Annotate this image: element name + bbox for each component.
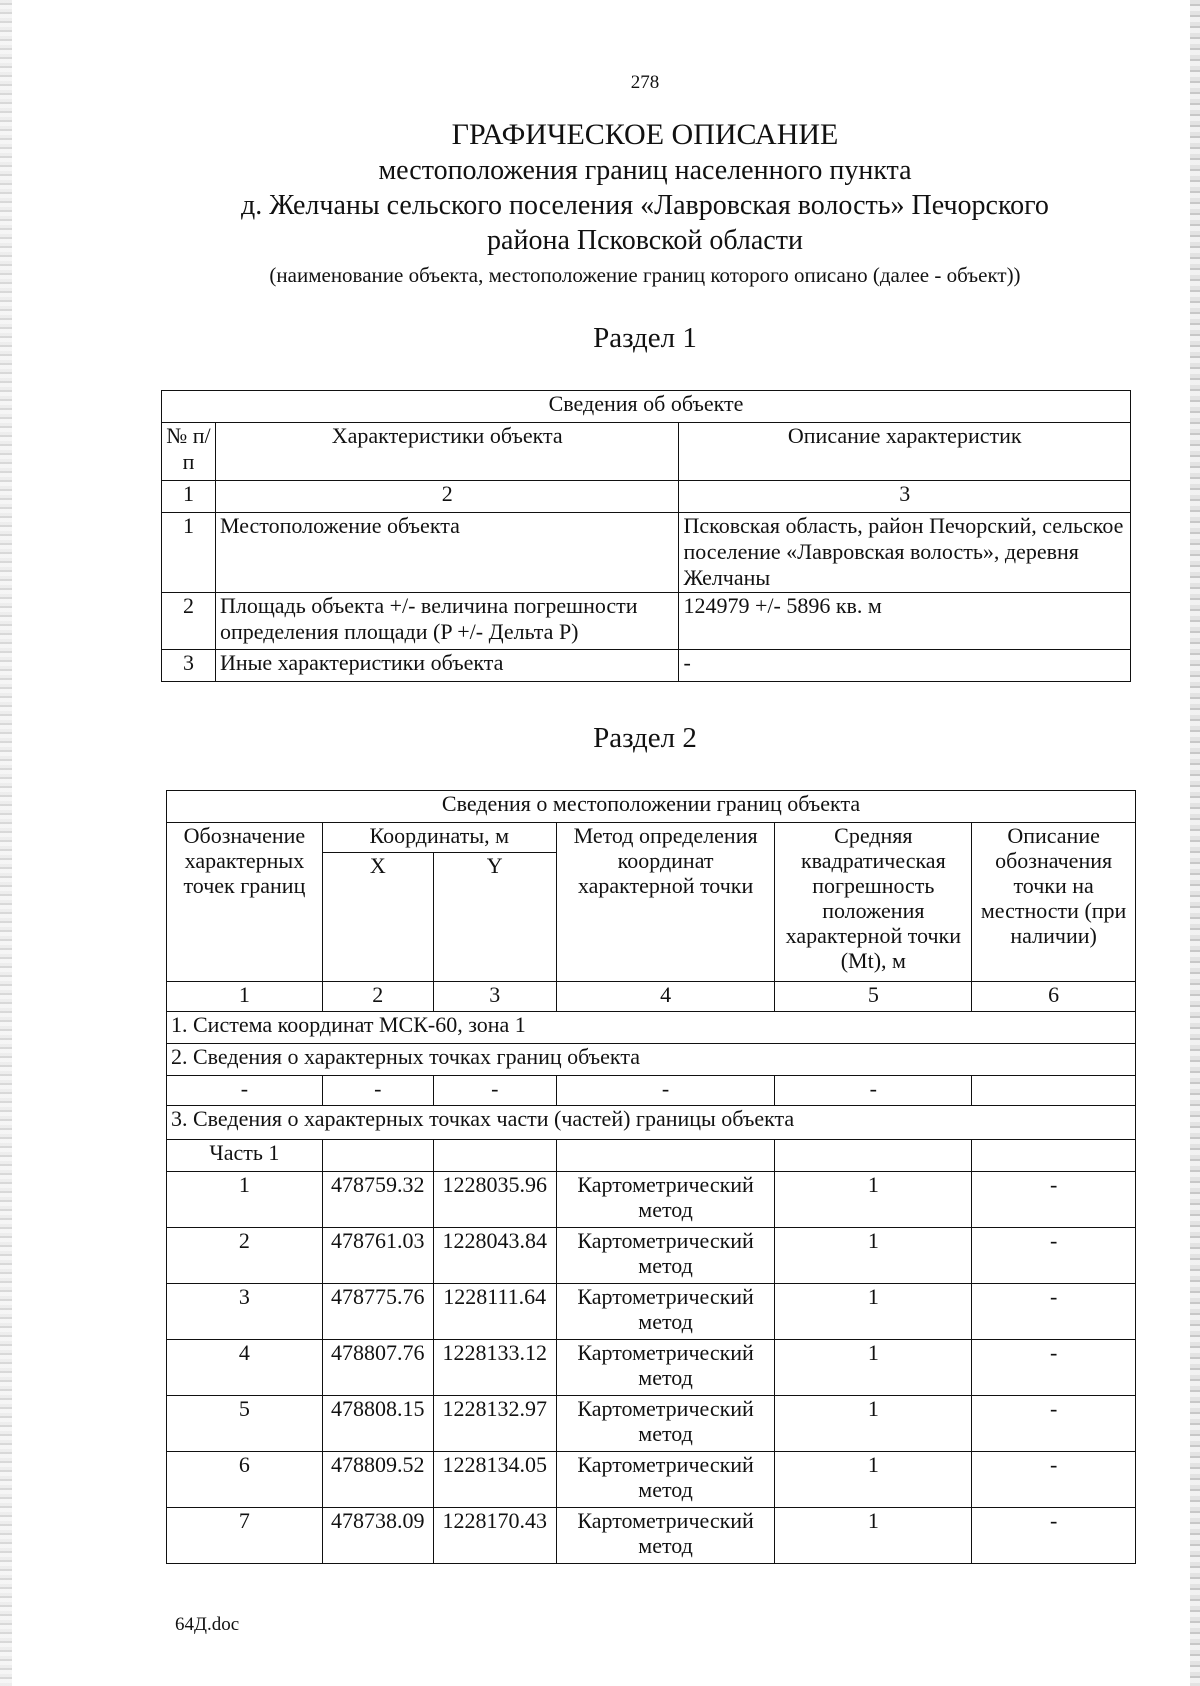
cell-y: 1228043.84	[433, 1228, 556, 1284]
cell-error: 1	[775, 1172, 972, 1228]
scan-edge-left	[0, 0, 12, 1686]
cell-point: 3	[167, 1284, 323, 1340]
cell-x: 478807.76	[322, 1340, 433, 1396]
dash-cell: -	[775, 1076, 972, 1106]
part-label: Часть 1	[167, 1140, 323, 1172]
cell-method: Картометрический метод	[556, 1396, 775, 1452]
col-number: 3	[679, 481, 1131, 513]
cell-description: -	[972, 1452, 1136, 1508]
row-characteristic: Местоположение объекта	[215, 513, 679, 593]
dash-row	[167, 1076, 1136, 1106]
cell-y: 1228133.12	[433, 1340, 556, 1396]
cell-point: 1	[167, 1172, 323, 1228]
cell-error: 1	[775, 1452, 972, 1508]
section-1-heading: Раздел 1	[593, 322, 697, 354]
cell-error: 1	[775, 1228, 972, 1284]
cell-description: -	[972, 1340, 1136, 1396]
col-number: 2	[322, 982, 433, 1012]
scan-edge-right	[1190, 0, 1200, 1686]
col-number: 4	[556, 982, 775, 1012]
col-header-num: № п/п	[162, 423, 216, 481]
cell-description: -	[972, 1396, 1136, 1452]
row-description: -	[679, 650, 1131, 682]
col-header-description: Описание характеристик	[679, 423, 1131, 481]
title-main: ГРАФИЧЕСКОЕ ОПИСАНИЕ	[451, 118, 839, 151]
dash-cell: -	[167, 1076, 323, 1106]
cell-error: 1	[775, 1284, 972, 1340]
col-header-characteristic: Характеристики объекта	[215, 423, 679, 481]
cell-method: Картометрический метод	[556, 1340, 775, 1396]
points-header: 2. Сведения о характерных точках границ объекта	[167, 1044, 1136, 1076]
cell-x: 478809.52	[322, 1452, 433, 1508]
cell-method: Картометрический метод	[556, 1508, 775, 1564]
header-method: Метод определения координат характерной точки	[556, 823, 775, 982]
cell-description: -	[972, 1508, 1136, 1564]
cell-point: 6	[167, 1452, 323, 1508]
cell-method: Картометрический метод	[556, 1172, 775, 1228]
cell-y: 1228111.64	[433, 1284, 556, 1340]
table-row	[162, 593, 1131, 650]
table-row	[167, 1340, 1136, 1396]
title-line-2: д. Желчаны сельского поселения «Лавровская волость» Печорского	[241, 190, 1049, 221]
header-x: X	[322, 853, 433, 982]
cell-method: Картометрический метод	[556, 1452, 775, 1508]
section-2-heading: Раздел 2	[593, 722, 697, 754]
cell-error: 1	[775, 1508, 972, 1564]
boundary-points-table	[166, 790, 1136, 1564]
cell-description: -	[972, 1228, 1136, 1284]
col-number: 3	[433, 982, 556, 1012]
document-title	[150, 117, 1140, 290]
page-number: 278	[630, 72, 660, 93]
header-point: Обозначение характерных точек границ	[167, 823, 323, 982]
parts-header: 3. Сведения о характерных точках части (частей) границы объекта	[167, 1106, 1136, 1140]
cell-point: 4	[167, 1340, 323, 1396]
table-row	[167, 1172, 1136, 1228]
col-number: 1	[162, 481, 216, 513]
header-description: Описание обозначения точки на местности (при наличии)	[972, 823, 1136, 982]
dash-cell: -	[433, 1076, 556, 1106]
boundary-table-title: Сведения о местоположении границ объекта	[167, 791, 1136, 823]
cell-y: 1228035.96	[433, 1172, 556, 1228]
coordinate-system: 1. Система координат МСК-60, зона 1	[167, 1012, 1136, 1044]
row-num: 2	[162, 593, 216, 650]
cell-y: 1228132.97	[433, 1396, 556, 1452]
cell-description: -	[972, 1172, 1136, 1228]
table-row	[167, 1284, 1136, 1340]
col-number: 6	[972, 982, 1136, 1012]
header-error: Средняя квадратическая погрешность положения характерной точки (Mt), м	[775, 823, 972, 982]
table-row	[167, 1396, 1136, 1452]
cell-x: 478775.76	[322, 1284, 433, 1340]
table-row	[162, 650, 1131, 682]
row-num: 3	[162, 650, 216, 682]
cell-point: 7	[167, 1508, 323, 1564]
cell-y: 1228134.05	[433, 1452, 556, 1508]
header-y: Y	[433, 853, 556, 982]
cell-x: 478761.03	[322, 1228, 433, 1284]
dash-cell	[972, 1076, 1136, 1106]
cell-method: Картометрический метод	[556, 1284, 775, 1340]
cell-x: 478738.09	[322, 1508, 433, 1564]
cell-method: Картометрический метод	[556, 1228, 775, 1284]
col-number: 5	[775, 982, 972, 1012]
col-number: 1	[167, 982, 323, 1012]
row-num: 1	[162, 513, 216, 593]
row-characteristic: Иные характеристики объекта	[215, 650, 679, 682]
table-row	[167, 1228, 1136, 1284]
title-line-3: района Псковской области	[487, 225, 803, 256]
table-row	[167, 1452, 1136, 1508]
dash-cell: -	[556, 1076, 775, 1106]
cell-point: 5	[167, 1396, 323, 1452]
cell-y: 1228170.43	[433, 1508, 556, 1564]
cell-x: 478808.15	[322, 1396, 433, 1452]
cell-error: 1	[775, 1396, 972, 1452]
cell-x: 478759.32	[322, 1172, 433, 1228]
title-line-1: местоположения границ населенного пункта	[378, 155, 912, 186]
object-info-title: Сведения об объекте	[162, 391, 1131, 423]
title-note: (наименование объекта, местоположение границ которого описано (далее - объект))	[269, 263, 1021, 287]
table-row	[167, 1508, 1136, 1564]
header-coords: Координаты, м	[322, 823, 556, 853]
table-row	[162, 513, 1131, 593]
cell-description: -	[972, 1284, 1136, 1340]
cell-error: 1	[775, 1340, 972, 1396]
col-number: 2	[215, 481, 679, 513]
cell-point: 2	[167, 1228, 323, 1284]
row-characteristic: Площадь объекта +/- величина погрешности определения площади (P +/- Дельта P)	[215, 593, 679, 650]
row-description: 124979 +/- 5896 кв. м	[679, 593, 1131, 650]
object-info-table	[161, 390, 1131, 682]
dash-cell: -	[322, 1076, 433, 1106]
row-description: Псковская область, район Печорский, сельское поселение «Лавровская волость», деревня Желчаны	[679, 513, 1131, 593]
footer-filename: 64Д.doc	[175, 1614, 240, 1635]
